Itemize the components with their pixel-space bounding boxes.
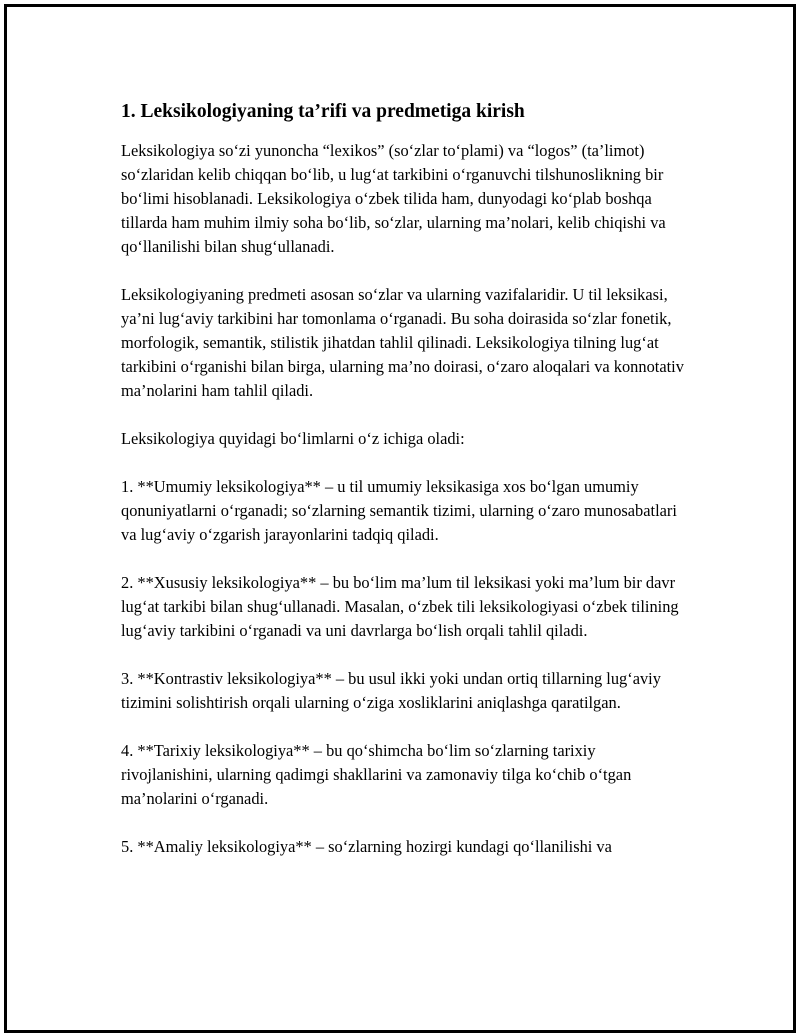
list-item-applied-lexicology: 5. **Amaliy leksikologiya** – so‘zlarning hozirgi kundagi qo‘llanilishi va [121,837,612,856]
section-heading: 1. Leksikologiyaning ta’rifi va predmetiga kirish [121,101,525,122]
list-item-historical-lexicology: 4. **Tarixiy leksikologiya** – bu qo‘shimcha bo‘lim so‘zlarning tarixiy rivojlanishini, ularning qadimgi shakllarini va zamonaviy tilga ko‘chib o‘tgan ma’nolarini o‘rganadi. [121,741,632,808]
paragraph-sections-intro: Leksikologiya quyidagi bo‘limlarni o‘z ichiga oladi: [121,429,465,448]
list-item-general-lexicology: 1. **Umumiy leksikologiya** – u til umumiy leksikasiga xos bo‘lgan umumiy qonuniyatlarni o‘rganadi; so‘zlarning semantik tizimi, ularning o‘zaro munosabatlari va lug‘aviy o‘zgarish jarayonlarini tadqiq qiladi. [121,477,677,544]
paragraph-definition: Leksikologiya so‘zi yunoncha “lexikos” (so‘zlar to‘plami) va “logos” (ta’limot) so‘zlaridan kelib chiqqan bo‘lib, u lug‘at tarkibini o‘rganuvchi tilshunoslikning bir bo‘limi hisoblanadi. Leksikologiya o‘zbek tilida ham, dunyodagi ko‘plab boshqa tillarda ham muhim ilmiy soha bo‘lib, so‘zlar, ularning ma’nolari, kelib chiqishi va qo‘llanilishi bilan shug‘ullanadi. [121,141,666,256]
paragraph-subject: Leksikologiyaning predmeti asosan so‘zlar va ularning vazifalaridir. U til leksikasi, ya’ni lug‘aviy tarkibini har tomonlama o‘rganadi. Bu soha doirasida so‘zlar fonetik, morfologik, semantik, stilistik jihatdan tahlil qilinadi. Leksikologiya tilning lug‘at tarkibini o‘rganishi bilan birga, ularning ma’no doirasi, o‘zaro aloqalari va konnotativ ma’nolarini ham tahlil qiladi. [121,285,684,400]
list-item-contrastive-lexicology: 3. **Kontrastiv leksikologiya** – bu usul ikki yoki undan ortiq tillarning lug‘aviy tizimini solishtirish orqali ularning o‘ziga xosliklarini aniqlashga qaratilgan. [121,669,661,712]
document-body [121,99,691,883]
page-frame [4,4,796,1033]
list-item-specific-lexicology: 2. **Xususiy leksikologiya** – bu bo‘lim ma’lum til leksikasi yoki ma’lum bir davr lug‘at tarkibi bilan shug‘ullanadi. Masalan, o‘zbek tili leksikologiyasi o‘zbek tilining lug‘aviy tarkibini o‘rganadi va uni davrlarga bo‘lish orqali tahlil qiladi. [121,573,679,640]
